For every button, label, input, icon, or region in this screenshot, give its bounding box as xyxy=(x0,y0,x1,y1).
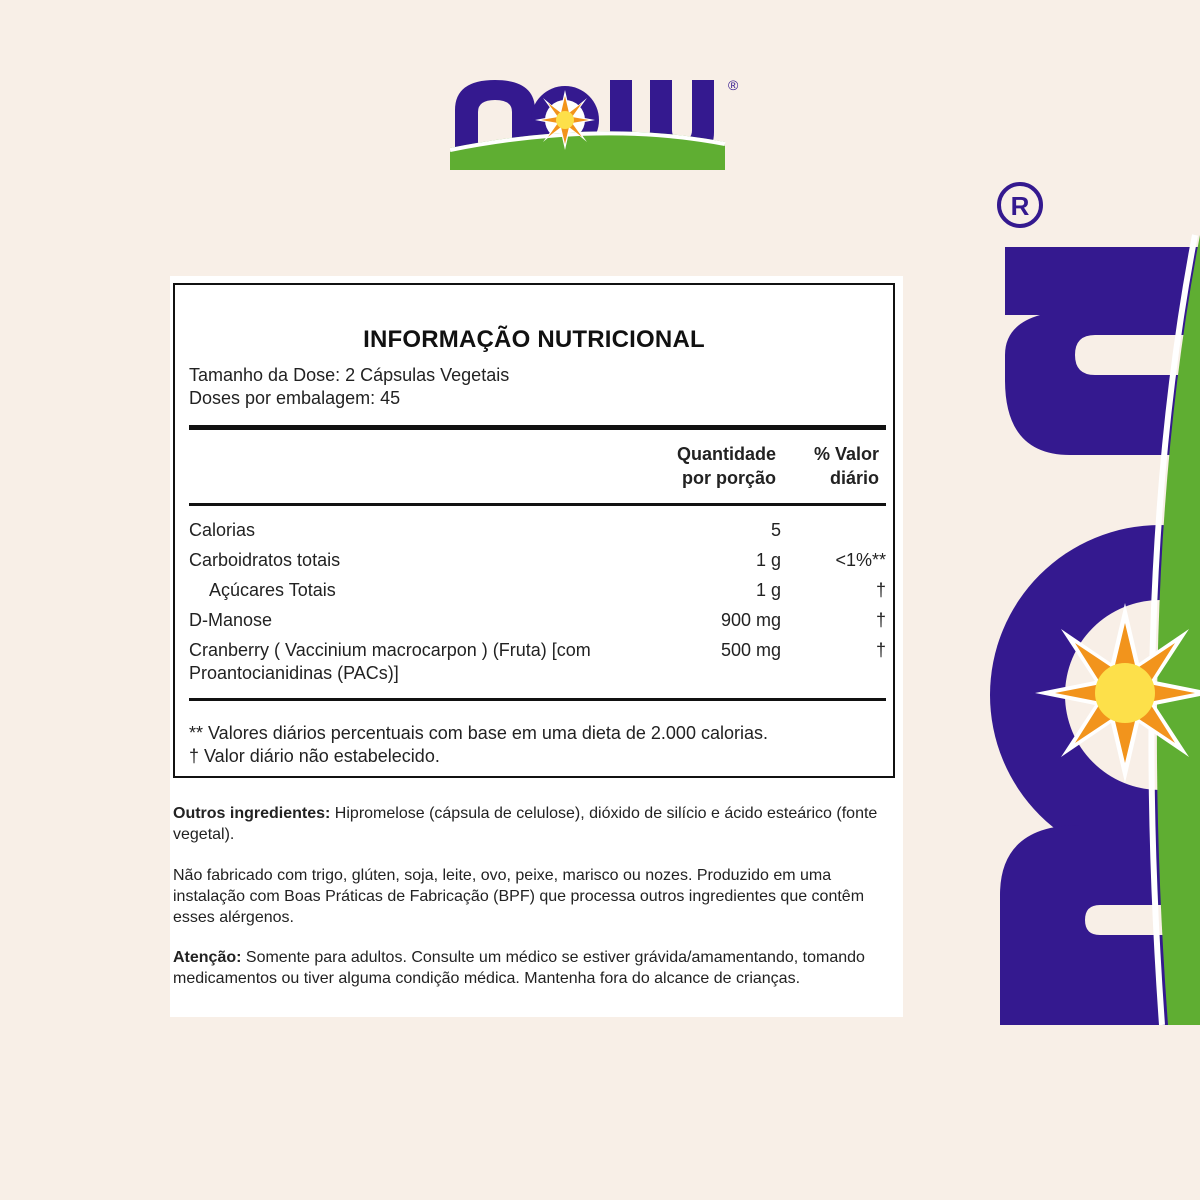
warning-text: Somente para adultos. Consulte um médico se estiver grávida/amamentando, tomando medicamentos ou tiver alguma condição médica. Mantenha fora do alcance de crianças. xyxy=(173,949,865,987)
nutrient-name: Carboidratos totais xyxy=(189,550,341,570)
now-logo-top xyxy=(450,70,750,170)
nutrient-amount: 1 g xyxy=(755,580,781,600)
svg-text:®: ® xyxy=(728,77,739,93)
nutrient-dv: <1%** xyxy=(835,550,886,570)
rule-divider xyxy=(189,425,886,430)
nutrient-dv: † xyxy=(875,580,886,600)
warning xyxy=(173,947,883,989)
allergen-note: Não fabricado com trigo, glúten, soja, leite, ovo, peixe, marisco ou nozes. Produzido em uma instalação com Boas Práticas de Fabricação (BPF) que processa outros ingredientes que contêm esses alérgenos. xyxy=(173,867,865,926)
supplement-facts-panel xyxy=(170,276,903,1017)
nutrient-amount: 5 xyxy=(770,520,781,540)
serving-info xyxy=(189,364,509,410)
nutrient-name: Calorias xyxy=(189,520,256,540)
label-title: INFORMAÇÃO NUTRICIONAL xyxy=(363,326,705,353)
footnote-not-established: † Valor diário não estabelecido. xyxy=(189,746,440,766)
footnotes xyxy=(189,722,768,768)
rule-divider xyxy=(189,698,886,701)
rule-divider xyxy=(189,503,886,506)
now-logo-side xyxy=(990,175,1200,1025)
servings-per-container: Doses por embalagem: 45 xyxy=(189,388,401,408)
nutrient-amount: 500 mg xyxy=(720,640,781,660)
other-ingredients-label: Outros ingredientes: xyxy=(173,805,331,822)
nutrient-dv: † xyxy=(875,610,886,630)
nutrient-name: D-Manose xyxy=(189,610,273,630)
nutrition-label xyxy=(173,283,895,778)
svg-text:R: R xyxy=(1010,191,1030,221)
nutrient-name: Açúcares Totais xyxy=(209,580,336,600)
other-ingredients xyxy=(173,803,883,845)
serving-size: Tamanho da Dose: 2 Cápsulas Vegetais xyxy=(189,365,510,385)
nutrient-name: Cranberry ( Vaccinium macrocarpon ) (Fruta) [com Proantocianidinas (PACs)] xyxy=(189,640,591,683)
other-ingredients-text: Hipromelose (cápsula de celulose), dióxido de silício e ácido esteárico (fonte vegetal). xyxy=(173,805,878,843)
warning-label: Atenção: xyxy=(173,949,242,966)
footnote-daily-values: ** Valores diários percentuais com base em uma dieta de 2.000 calorias. xyxy=(189,723,768,743)
nutrient-dv: † xyxy=(875,640,886,660)
col-header-amount: Quantidade por porção xyxy=(676,444,776,488)
col-header-dv: % Valor diário xyxy=(813,444,879,488)
nutrient-amount: 900 mg xyxy=(720,610,781,630)
nutrient-amount: 1 g xyxy=(755,550,781,570)
